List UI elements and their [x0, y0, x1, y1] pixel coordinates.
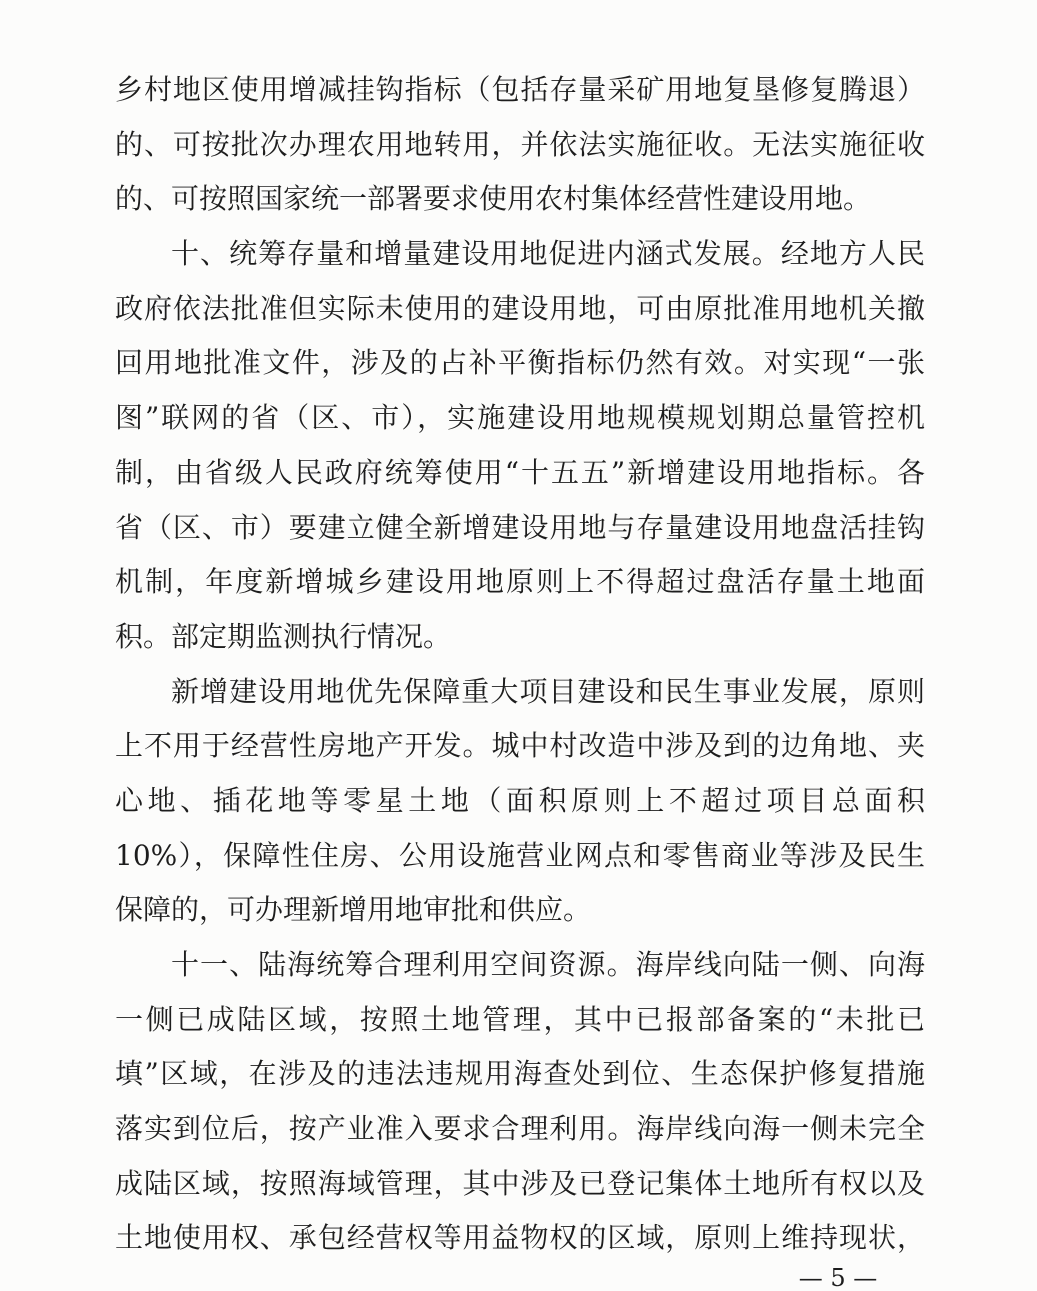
paragraph-3-line-3: 心地、插花地等零星土地（面积原则上不超过项目总面积: [115, 783, 925, 817]
paragraph-2-line-2: 政府依法批准但实际未使用的建设用地，可由原批准用地机关撤: [115, 291, 925, 325]
paragraph-4-line-5: 成陆区域，按照海域管理，其中涉及已登记集体土地所有权以及: [115, 1166, 925, 1200]
paragraph-2-line-1: 十、统筹存量和增量建设用地促进内涵式发展。经地方人民: [171, 237, 925, 271]
paragraph-4-line-1: 十一、陆海统筹合理利用空间资源。海岸线向陆一侧、向海: [171, 948, 925, 981]
paragraph-1-line-2: 的、可按批次办理农用地转用，并依法实施征收。无法实施征收: [115, 127, 925, 161]
paragraph-3-line-4: 10%），保障性住房、公用设施营业网点和零售商业等涉及民生: [115, 838, 925, 872]
paragraph-3-line-2: 上不用于经营性房地产开发。城中村改造中涉及到的边角地、夹: [115, 729, 925, 763]
paragraph-2-line-4: 图”联网的省（区、市），实施建设用地规模规划期总量管控机: [115, 401, 925, 435]
paragraph-1-line-1: 乡村地区使用增减挂钩指标（包括存量采矿用地复垦修复腾退）: [115, 73, 925, 106]
paragraph-4-line-4: 落实到位后，按产业准入要求合理利用。海岸线向海一侧未完全: [115, 1112, 925, 1146]
paragraph-4-line-3: 填”区域，在涉及的违法违规用海查处到位、生态保护修复措施: [115, 1057, 925, 1091]
document-body: [115, 63, 925, 1266]
paragraph-1: [115, 63, 925, 227]
paragraph-1-line-3: 的、可按照国家统一部署要求使用农村集体经营性建设用地。: [115, 182, 872, 216]
paragraph-2-line-5: 制，由省级人民政府统筹使用“十五五”新增建设用地指标。各: [115, 455, 925, 489]
page-number: — 5 —: [798, 1266, 878, 1290]
paragraph-3: [115, 665, 925, 938]
paragraph-2-line-7: 机制，年度新增城乡建设用地原则上不得超过盘活存量土地面: [115, 565, 925, 599]
paragraph-4-section-eleven: [115, 938, 925, 1266]
paragraph-4-line-6: 土地使用权、承包经营权等用益物权的区域，原则上维持现状，: [115, 1221, 925, 1255]
paragraph-2-line-8: 积。部定期监测执行情况。: [115, 619, 452, 653]
paragraph-4-line-2: 一侧已成陆区域，按照土地管理，其中已报部备案的“未批已: [115, 1002, 925, 1036]
paragraph-2-line-6: 省（区、市）要建立健全新增建设用地与存量建设用地盘活挂钩: [115, 510, 925, 544]
paragraph-3-line-5: 保障的，可办理新增用地审批和供应。: [115, 893, 592, 927]
paragraph-2-line-3: 回用地批准文件，涉及的占补平衡指标仍然有效。对实现“一张: [115, 346, 925, 380]
paragraph-3-line-1: 新增建设用地优先保障重大项目建设和民生事业发展，原则: [171, 674, 925, 708]
paragraph-2-section-ten: [115, 227, 925, 665]
